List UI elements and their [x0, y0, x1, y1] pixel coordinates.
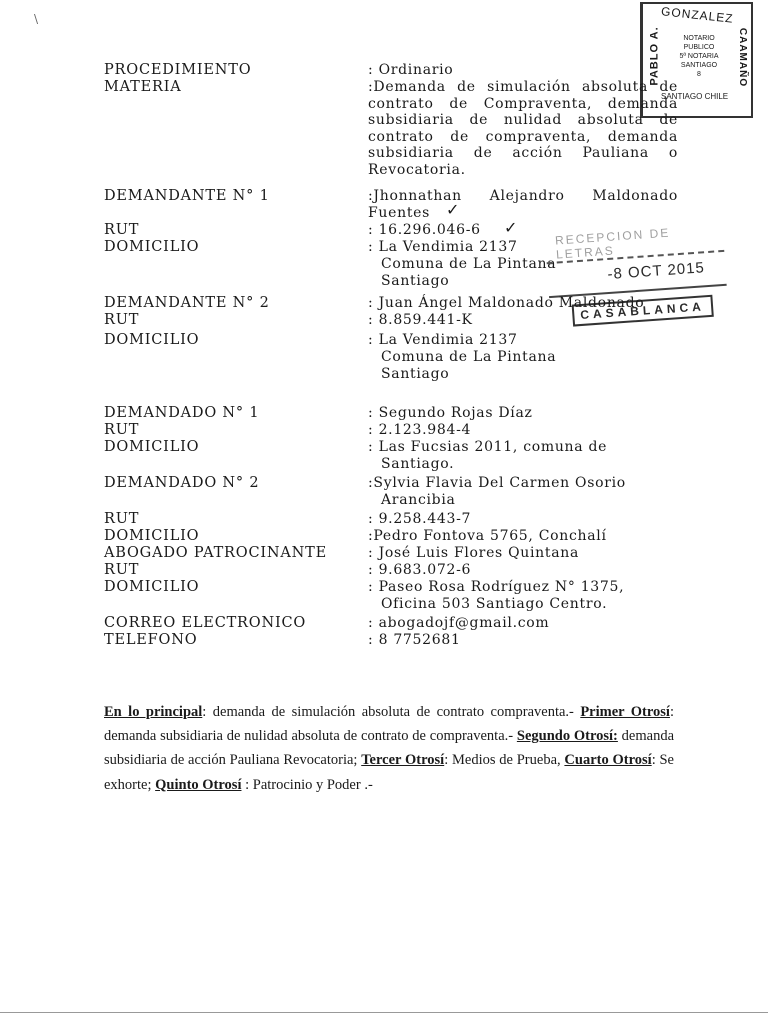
notary-stamp-left: PABLO A. [648, 26, 661, 86]
value-rut: : 8.859.441-K [368, 312, 473, 328]
notary-stamp-right: CAAMAÑO [737, 27, 749, 88]
value-procedimiento: : Ordinario [368, 62, 454, 78]
label-domicilio: DOMICILIO [104, 439, 200, 455]
value-domicilio [368, 439, 607, 473]
domicilio-line: Comuna de La Pintana [381, 349, 557, 365]
receipt-stamp-date: -8 OCT 2015 [607, 259, 706, 284]
label-telefono: TELEFONO [104, 632, 198, 648]
summary-heading: Quinto Otrosí [155, 776, 242, 793]
domicilio-line: Santiago. [381, 456, 455, 472]
summary-text: : Patrocinio y Poder .- [241, 776, 373, 793]
summary-text: : Medios de Prueba, [444, 752, 565, 769]
value-domicilio [368, 239, 556, 290]
label-rut: RUT [104, 562, 140, 578]
name-line: :Sylvia Flavia Del Carmen Osorio [368, 475, 626, 491]
summary-paragraph [104, 700, 674, 797]
value-rut: : 2.123.984-4 [368, 422, 472, 438]
notary-stamp-name: GONZALEZ [660, 4, 735, 26]
label-domicilio: DOMICILIO [104, 528, 200, 544]
value-demandante2-name: : Juan Ángel Maldonado Maldonado [368, 295, 645, 311]
summary-heading: En lo principal [104, 704, 203, 720]
domicilio-line: Santiago [381, 366, 450, 382]
label-domicilio: DOMICILIO [104, 239, 200, 255]
notary-stamp-inner [669, 34, 729, 79]
summary-text: : demanda de simulación absoluta de contrato compraventa.- [202, 704, 581, 720]
notary-stamp-bottom: SANTIAGO CHILE [661, 92, 729, 101]
summary-text: : Se exhorte; [104, 752, 674, 793]
label-materia: MATERIA [104, 79, 182, 95]
value-domicilio [368, 332, 556, 383]
label-abogado: ABOGADO PATROCINANTE [104, 545, 327, 561]
summary-heading: Segundo Otrosí: [516, 728, 618, 745]
label-rut: RUT [104, 222, 140, 238]
summary-heading: Primer Otrosí [580, 704, 670, 720]
domicilio-line: : Las Fucsias 2011, comuna de [368, 439, 608, 455]
value-rut: : 9.683.072-6 [368, 562, 472, 578]
summary-heading: Tercer Otrosí [361, 752, 445, 769]
value-telefono: : 8 7752681 [368, 632, 461, 648]
value-abogado-name: : José Luis Flores Quintana [368, 545, 580, 561]
domicilio-line: : Paseo Rosa Rodríguez N° 1375, [368, 579, 625, 595]
domicilio-line: Comuna de La Pintana [381, 256, 557, 272]
value-domicilio [368, 579, 624, 613]
label-demandado1: DEMANDADO N° 1 [104, 405, 260, 421]
value-rut: : 9.258.443-7 [368, 511, 472, 527]
summary-text: : demanda subsidiaria de nulidad absoluta de contrato de compraventa.- [104, 704, 674, 745]
domicilio-line: Santiago [381, 273, 450, 289]
label-rut: RUT [104, 422, 140, 438]
label-procedimiento: PROCEDIMIENTO [104, 62, 252, 78]
page-bottom-rule [0, 1012, 768, 1013]
receipt-stamp-top: RECEPCION DE LETRAS [554, 225, 671, 262]
label-domicilio: DOMICILIO [104, 579, 200, 595]
summary-text: demanda subsidiaria de acción Pauliana Revocatoria; [104, 728, 675, 769]
label-demandante2: DEMANDANTE N° 2 [104, 295, 270, 311]
notary-stamp-line: 8 [697, 71, 701, 78]
value-demandado2-name [368, 475, 626, 509]
receipt-stamp-bottom: CASABLANCA [572, 295, 714, 327]
receipt-stamp [544, 218, 729, 340]
notary-stamp-line: 5ª NOTARIA [679, 53, 719, 60]
notary-stamp-line: SANTIAGO [680, 62, 718, 69]
domicilio-line: : La Vendimia 2137 [368, 332, 518, 348]
label-rut: RUT [104, 312, 140, 328]
value-materia: :Demanda de simulación absoluta de contrato de Compraventa, demanda subsidiaria de nulidad absoluta de contrato de compraventa, demanda subsidiaria de acción Pauliana o Revocatoria. [368, 79, 678, 178]
checkmark-icon: ✓ [504, 218, 518, 237]
domicilio-line: Oficina 503 Santiago Centro. [381, 596, 608, 612]
value-domicilio: :Pedro Fontova 5765, Conchalí [368, 528, 607, 544]
corner-mark: \ [34, 12, 39, 26]
checkmark-icon: ✓ [446, 200, 460, 219]
label-rut: RUT [104, 511, 140, 527]
label-demandante1: DEMANDANTE N° 1 [104, 188, 270, 204]
label-domicilio: DOMICILIO [104, 332, 200, 348]
value-correo: : abogadojf@gmail.com [368, 615, 550, 631]
value-demandante1-name: :Jhonnathan Alejandro Maldonado Fuentes [368, 188, 678, 221]
label-demandado2: DEMANDADO N° 2 [104, 475, 260, 491]
summary-heading: Cuarto Otrosí [564, 752, 652, 769]
value-rut: : 16.296.046-6 [368, 222, 481, 238]
notary-stamp-line: NOTARIO PUBLICO [683, 35, 715, 51]
label-correo: CORREO ELECTRONICO [104, 615, 307, 631]
domicilio-line: : La Vendimia 2137 [368, 239, 518, 255]
value-demandado1-name: : Segundo Rojas Díaz [368, 405, 533, 421]
name-line: Arancibia [381, 492, 456, 508]
